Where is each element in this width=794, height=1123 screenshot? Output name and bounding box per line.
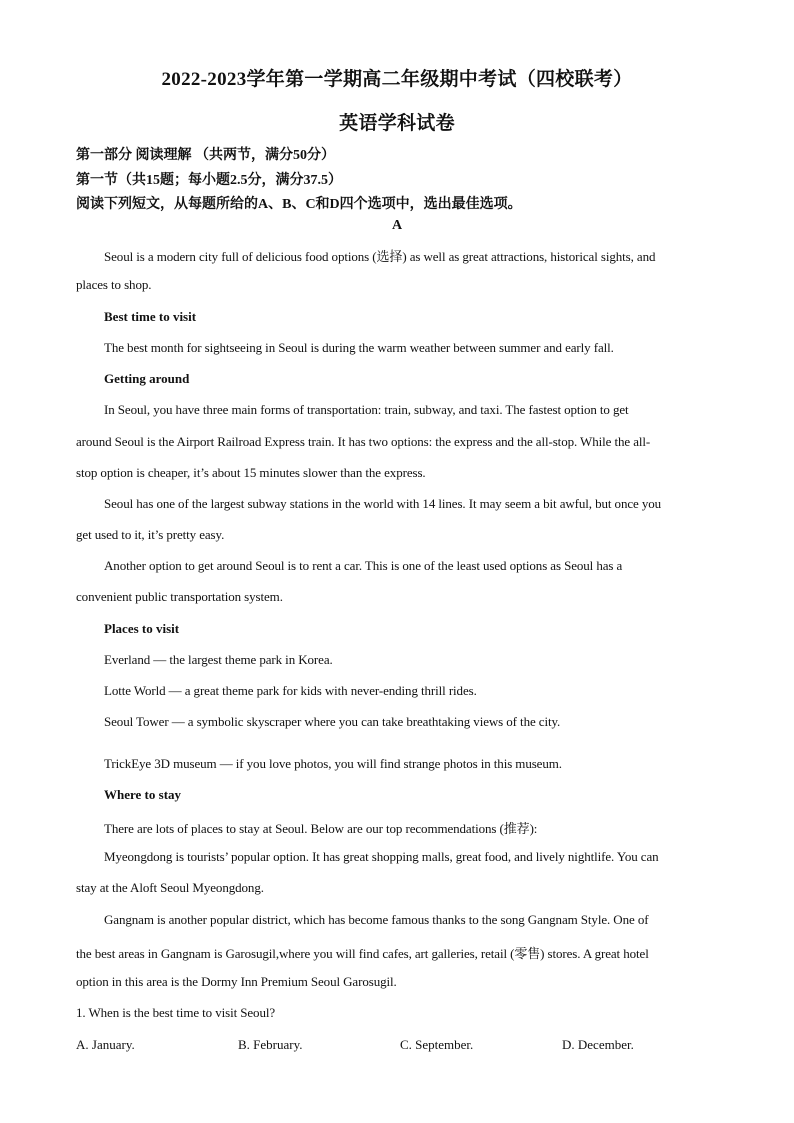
getting-around-line-1: In Seoul, you have three main forms of transportation: train, subway, and taxi. The fastest option to get [104,402,629,417]
stay-line-1: Myeongdong is tourists’ popular option. It has great shopping malls, great food, and lively nightlife. You can [104,849,659,864]
option-b[interactable]: B. February. [238,1037,303,1052]
section-heading: 第一节（共15题；每小题2.5分，满分37.5） [76,173,342,188]
stay-heading: Where to stay [104,787,182,802]
getting-around-line-2: around Seoul is the Airport Railroad Express train. It has two options: the express and the all-stop. While the all- [76,434,651,449]
stay-line-2: stay at the Aloft Seoul Myeongdong. [76,880,264,895]
place-item-2: Lotte World — a great theme park for kids with never-ending thrill rides. [104,683,477,698]
best-time-text: The best month for sightseeing in Seoul is during the warm weather between summer and early fall. [104,340,614,355]
getting-around-line-5: get used to it, it’s pretty easy. [76,527,225,542]
getting-around-line-7: convenient public transportation system. [76,589,283,604]
option-c[interactable]: C. September. [400,1037,474,1052]
stay-line-3: Gangnam is another popular district, which has become famous thanks to the song Gangnam Style. One of [104,912,649,927]
intro-line-2: places to shop. [76,277,152,292]
stay-line-4: the best areas in Gangnam is Garosugil,where you will find cafes, art galleries, retail (零售) stores. A great hotel [76,946,649,961]
part-heading: 第一部分 阅读理解 （共两节，满分50分） [76,148,335,163]
exam-title: 2022-2023学年第一学期高二年级期中考试（四校联考） [161,69,633,90]
stay-line-5: option in this area is the Dormy Inn Premium Seoul Garosugil. [76,974,397,989]
option-a[interactable]: A. January. [76,1037,135,1052]
question-stem: 1. When is the best time to visit Seoul? [76,1005,276,1020]
option-d[interactable]: D. December. [562,1037,634,1052]
stay-intro: There are lots of places to stay at Seoul. Below are our top recommendations (推荐): [104,821,538,836]
intro-line-1: Seoul is a modern city full of delicious food options (选择) as well as great attractions, historical sights, and [104,249,656,264]
best-time-heading: Best time to visit [104,309,197,324]
instruction-text: 阅读下列短文，从每题所给的A、B、C和D四个选项中，选出最佳选项。 [76,197,522,212]
places-heading: Places to visit [104,621,180,636]
place-item-3: Seoul Tower — a symbolic skyscraper where you can take breathtaking views of the city. [104,714,561,729]
passage-label: A [391,218,403,233]
exam-subtitle: 英语学科试卷 [339,113,455,134]
getting-around-line-4: Seoul has one of the largest subway stations in the world with 14 lines. It may seem a bit awful, but once you [104,496,662,511]
getting-around-line-3: stop option is cheaper, it’s about 15 minutes slower than the express. [76,465,426,480]
place-item-4: TrickEye 3D museum — if you love photos, you will find strange photos in this museum. [104,756,562,771]
getting-around-heading: Getting around [104,371,190,386]
getting-around-line-6: Another option to get around Seoul is to rent a car. This is one of the least used options as Seoul has a [104,558,623,573]
place-item-1: Everland — the largest theme park in Korea. [104,652,333,667]
